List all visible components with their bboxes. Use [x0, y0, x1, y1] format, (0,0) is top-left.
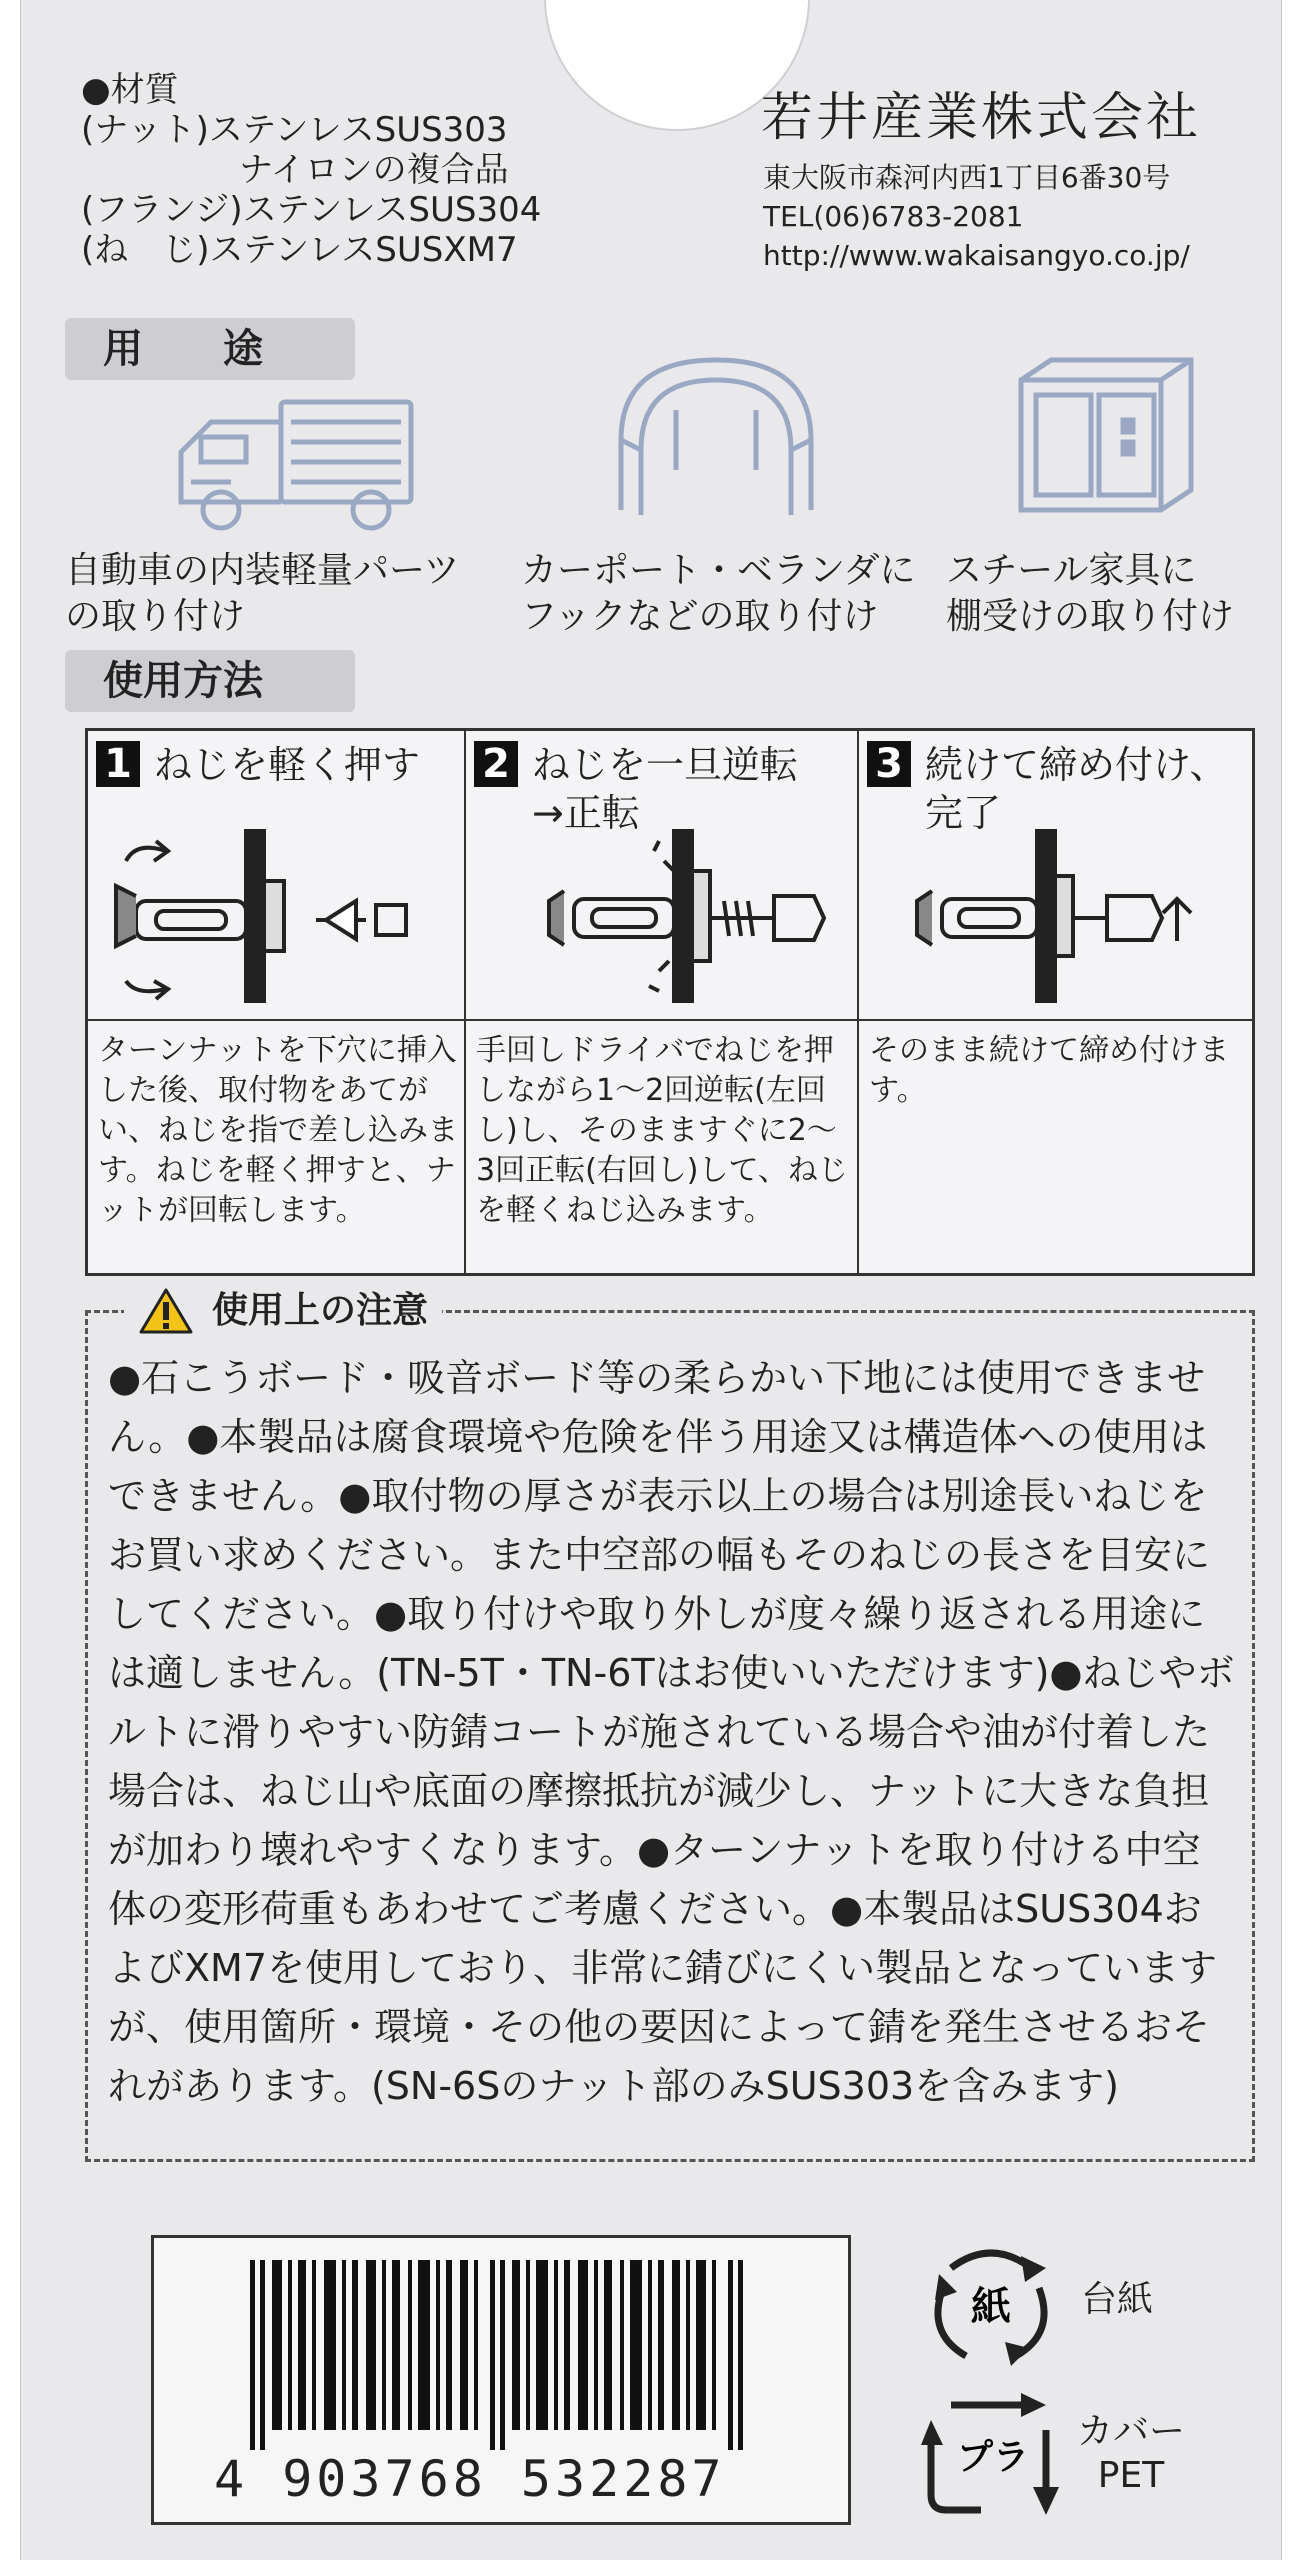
truck-icon [171, 392, 421, 542]
paper-recycle-label: 台紙 [1081, 2279, 1154, 2320]
company-address: 東大阪市森河内西1丁目6番30号 [763, 161, 1171, 194]
step-separator [88, 1019, 464, 1021]
plastic-recycle-mark: プラ [956, 2437, 1030, 2478]
step-description: 手回しドライバでねじを押しながら1～2回逆転(左回し)し、そのまますぐに2～3回正転(右回し)して、ねじを軽くねじ込みます。 [476, 1033, 848, 1228]
package-backing-card [20, 0, 1282, 2560]
carport-icon [601, 350, 831, 520]
howto-heading: 使用方法 [65, 650, 355, 712]
materials-heading: ●材質 [81, 70, 179, 110]
step-title: 1 ねじを軽く押す [96, 741, 420, 789]
step-1 [88, 731, 466, 1273]
plastic-recycle-label: カバー PET [1076, 2411, 1185, 2496]
screw-push-illustration [96, 821, 436, 1011]
paper-recycle-mark: 紙 [971, 2284, 1011, 2330]
steel-cabinet-icon [1011, 350, 1201, 520]
step-description: ターンナットを下穴に挿入した後、取付物をあてがい、ねじを指で差し込みます。ねじを軽く押すと、ナットが回転します。 [98, 1033, 458, 1228]
company-url: http://www.wakaisangyo.co.jp/ [763, 239, 1190, 272]
step-description: そのまま続けて締め付けます。 [869, 1033, 1229, 1108]
step-title: 2 ねじを一旦逆転 →正転 [474, 741, 798, 837]
materials-row: (ね じ)ステンレスSUSXM7 [81, 230, 518, 270]
plastic-recycle-icon [921, 2385, 1061, 2525]
barcode [151, 2235, 851, 2525]
materials-row: (フランジ)ステンレスSUS304 [81, 190, 542, 230]
howto-steps [85, 728, 1255, 1276]
materials-row: ナイロンの複合品 [239, 150, 509, 190]
caution-box [85, 1290, 1255, 2162]
step-3 [859, 731, 1252, 1273]
step-number: 3 [867, 741, 911, 787]
step-title: 3 続けて締め付け、 完了 [867, 741, 1227, 837]
caution-text: ●石こうボード・吸音ボード等の柔らかい下地には使用できません。●本製品は腐食環境や危険を伴う用途又は構造体への使用はできません。●取付物の厚さが表示以上の場合は別途長いねじをお買い求めください。また中空部の幅もそのねじの長さを目安にしてください。●取り付けや取り外しが度々繰り返される用途には適しません。(TN-5T・TN-6Tはお使いいただけます)●ねじやボルトに滑りやすい防錆コートが施されている場合や油が付着した場合は、ねじ山や底面の摩擦抵抗が減少し、ナットに大きな負担が加わり壊れやすくなります。●ターンナットを取り付ける中空体の変形荷重もあわせてご考慮ください。●本製品はSUS304およびXM7を使用しており、非常に錆びにくい製品となっていますが、使用箇所・環境・その他の要因によって錆を発生させるおそれがあります。(SN-6Sのナット部のみSUS303を含みます) [108, 1356, 1235, 2108]
caution-title: 使用上の注意 [124, 1283, 442, 1339]
use-item-car: 自動車の内装軽量パーツ の取り付け [65, 550, 460, 637]
screw-reverse-illustration [474, 821, 844, 1011]
barcode-bars [250, 2260, 750, 2450]
step-separator [466, 1019, 857, 1021]
warning-icon [138, 1286, 194, 1336]
materials-block [81, 70, 541, 270]
step-number: 2 [474, 741, 518, 787]
barcode-number: 4 903768 532287 [214, 2450, 726, 2508]
step-2 [466, 731, 859, 1273]
company-contact [763, 158, 1190, 275]
company-tel: TEL(06)6783-2081 [763, 200, 1024, 233]
step-separator [859, 1019, 1252, 1021]
use-item-carport: カーポート・ベランダに フックなどの取り付け [521, 550, 916, 637]
company-name: 若井産業株式会社 [761, 88, 1202, 148]
screw-tighten-illustration [867, 821, 1237, 1011]
materials-row: (ナット)ステンレスSUS303 [81, 110, 508, 150]
step-number: 1 [96, 741, 140, 787]
paper-recycle-icon [921, 2238, 1061, 2368]
uses-heading: 用 途 [65, 318, 355, 380]
use-item-furniture: スチール家具に 棚受けの取り付け [946, 550, 1235, 637]
